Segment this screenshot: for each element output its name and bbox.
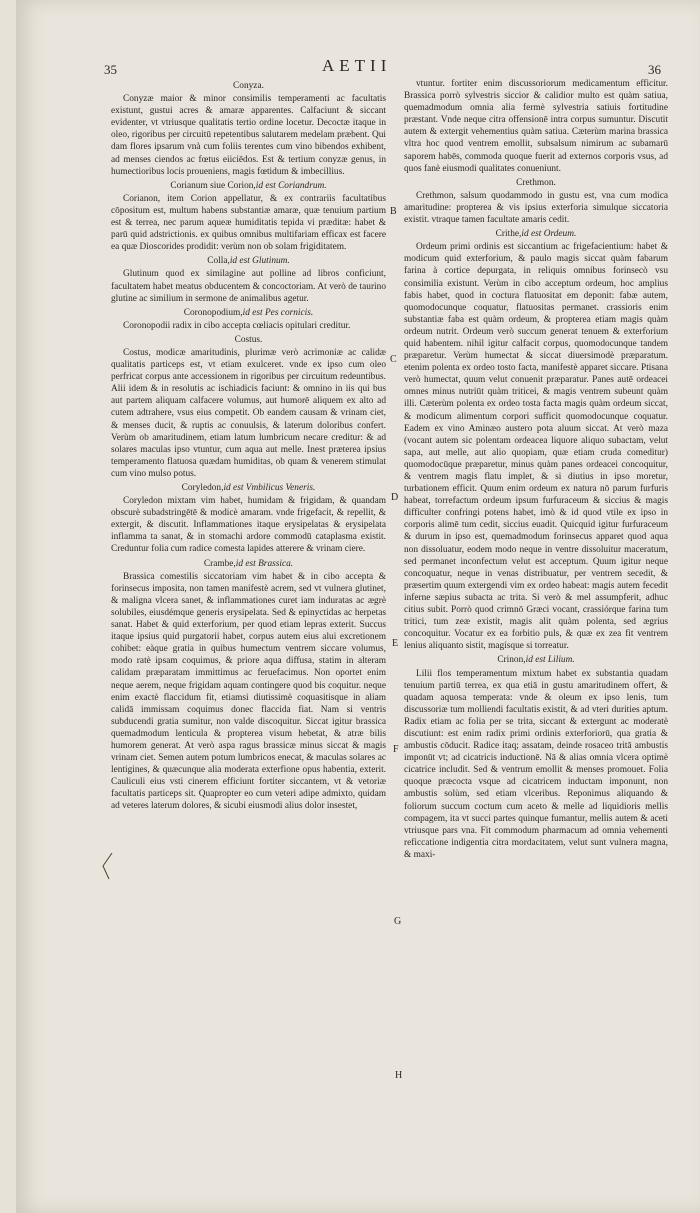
entry-heading (404, 228, 668, 240)
heading-word: Coryledon, (181, 483, 224, 493)
entry-heading (111, 334, 386, 346)
page-number-left: 35 (104, 62, 117, 77)
entry-paragraph: Costus, modicæ amaritudinis, plurimæ verò acrimoniæ ac calidæ qualitatis particeps est, vt etiam exulceret. vnde ex ipso cum oleo perfricat corpus ante accessionem in rigoribus per circuitum redeuntibus. Alii idem & in resolutis ac ischiadicis faciunt: & omnino in iis qui bus aut partem aliquam calfacere volumus, aut humorē aliquem ex alto ad cutem adtrahere, vsus eius competit. Ob eandem causam & vrinam ciet, & menses ducit, & ruptis ac conuulsis, & laterum doloribus confert. Verùm ob amaritudinem, etiam latum lumbricum necare creditur: & ad solares maculas ipso vtuntur, cum aqua aut melle. Inest præterea ipsius temperamento flatuosa quædam humiditas, ob quam & venerem stimulat cum vino mulso potus. (111, 347, 386, 479)
heading-gloss: id est Brassica. (235, 558, 294, 569)
margin-pen-stroke (100, 852, 114, 880)
entry-paragraph: Glutinum quod ex similagine aut polline ad libros conficiunt, facultatem habet meatus obducentem & concoctoriam. At verò de taurino glutine ac similium in sermone de animalibus agetur. (111, 269, 386, 304)
entry-paragraph: Conyzæ maior & minor consimilis temperamenti ac facultatis existunt, gustui acres & amaræ apparentes. Calfaciunt & siccant evidenter, vt vtriusque qualitatis tertio ordine locetur. Decoctæ itaque in oleo, rigoribus per circuitū repetentibus salutarem medelam præbent. Qui dam flores ipsarum vnà cum foliis terentes cum vino bibendos exhibent, ad menses ciendos ac fœtus eiiciēdos. Est & tertium conyzæ genus, in humectioribus locis proueniens, magis fœtidum & imbecillius. (111, 94, 386, 177)
entry-paragraph: Crethmon, salsum quodammodo in gustu est, vna cum modica amaritudine: propterea & vis ipsius exterforia simulque siccatoria existit. vtraque tamen facultate amaris cedit. (404, 190, 668, 226)
entry-paragraph: Corianon, item Corion appellatur, & ex contrariis facultatibus cōpositum est, multum habens substantiæ amaræ, quæ tenuium partium est & terrea, nec parum aqueæ humiditatis tepida vi præditæ: habet & parū quid adstrictionis. ex quibus omnibus multifariam efficax est facere ea quæ Dioscorides prodidit: verùm non ob solam frigiditatem. (111, 193, 386, 253)
entry-paragraph: Brassica comestilis siccatoriam vim habet & in cibo accepta & forinsecus imposita, non tamen manifestè acrem, sed vt vulnera glutinet, & maligna vlcera sanet, & inflammationes curet iam induratas ac ægrè solubiles, eiusdémque generis erysipelata. Sed & epinyctidas ac herpetas sanat. Habet & quid exterforium, per quod etiam lepras exterit. Succus itaque ipsius quid purgatorii habet, corpus autem eius alui excretionem cohibet: eàque gratia in quibus humectum ventrem siccare volumus, modo ratè ipsam coquimus, & priore aqua diffusa, statim in alteram calidam præparatam immittimus ac feruefacimus. Non oportet enim neque aerem, neque frigidam aquam contingere quod bis coquitur. neque enim exactè flaccidum fit, etiamsi diutissimè coquasitisque in aliam calidā immissam coquimus donec flaccida fiat. Nam si ventris subducendi gratia sumitur, non valde discoquitur. Siccat igitur brassica quemadmodum lenticula & propterea visum hebetat, & atræ bilis humorem generat. At verò aspa ragus brassicæ minus siccat & magis vrinam ciet. Semen autem potum lumbricos enecat, & maculas solares ac lentigines, & quæcunque alia moderata exterfione opus habentia, exterit. Cauliculi eius vsti cinerem efficiunt fortiter siccantem, vt & vetoriæ facultatis particeps sit. Quapropter eo cum veteri adipe admixto, quidam ad veteres laterum dolores, & sicubi eiusmodi alius dolor insestet, (111, 571, 386, 812)
entry-heading (111, 80, 386, 92)
entry-heading (404, 654, 668, 666)
heading-word: Colla, (207, 256, 230, 267)
entry-heading (111, 307, 386, 319)
margin-letter-c: C (390, 354, 397, 365)
right-text-column (404, 78, 668, 861)
entry-heading (111, 255, 386, 267)
margin-letter-f: F (393, 744, 399, 755)
entry-paragraph: Coronopodii radix in cibo accepta cœliacis opitulari creditur. (123, 320, 351, 331)
running-title: AETII (322, 56, 392, 75)
left-text-column (111, 78, 386, 813)
heading-word: Crithe, (495, 229, 522, 240)
margin-letter-h: H (395, 1070, 403, 1081)
entry-paragraph: Lilii flos temperamentum mixtum habet ex substantia quadam tenuium partiū terrea, ex qua etiā in gustu amaritudinem offert, & quadam aquosa temperata: vnde & oleum ex ipso lenis, tum discussoriæ tum molliendi facultatis existit, & ad vteri durities aptum. Radix etiam ac folia per se trita, siccant & extergunt ac moderatè discutiunt: est enim radix primi ordinis exterforiorū, qua gratia & ambustis cōducit. Radice itaq; assatam, deinde rosaceo tritā ambustis imponūt vt; ad cicatricis inductionē. Nā & alias omnia vlcera optimè cicatrice includit. Sed & ventrum emollit & menses promouet. Folia quoque præcocta vsque ad cicatricem inductam imponunt, non ambustis solùm, sed etiam vlceribus. Reponimus aliquando & foliorum succum coctum cum aceto & melle ad liquidioris mellis compagem, ita vt succi partes quinque fumantur, mellis autem & aceti vtriusque pars vna. Fit commodum pharmacum ad omnia vehementi reficcatione indigentia citra mordacitatem, velut sunt vulnera magna, & maxi- (404, 668, 668, 860)
heading-word: Conyza. (233, 81, 264, 91)
entry-heading (404, 177, 668, 189)
entry-heading (111, 482, 386, 494)
heading-gloss: id est Glutinum. (229, 256, 290, 267)
margin-letter-e: E (392, 638, 399, 649)
heading-gloss: id est Lilium. (525, 655, 575, 666)
heading-gloss: id est Vmbilicus Veneris. (223, 483, 316, 493)
heading-word: Coronopodium, (183, 307, 243, 318)
margin-letter-b: B (390, 206, 397, 217)
margin-letter-g: G (394, 916, 402, 927)
heading-gloss: id est Ordeum. (521, 229, 577, 240)
heading-word: Crinon, (497, 655, 526, 666)
entry-paragraph: Ordeum primi ordinis est siccantium ac frigefacientium: habet & modicum quid exterforium, & paulo magis siccat quàm fabarum farina à cortice depurgata, in reliquis omnibus forinsecò vsu consimilia existunt. Verùm in cibo acceptum ordeum, hoc amplius fabis habet, quod in coctura flatuositat em deponit: fabæ autem, quomodocunque coquatur, flatuositas permanet. crassioris enim substantiæ faba est quàm ordeum, & propterea etiam magis quàm ordeum nutrit. Ordeum verò succum generat tenuem & exterforium quid habentem. nihil igitur calfacit corpus, quomodocunque tandem præparetur. Verùm humectat & siccat diuersimodè præparatum. etenim polenta ex ordeo tosto facta, manifestè apparet siccare. Ptisana verò humectat, quum velut conuenit præparatur. Panes autē ordeacei omnes minus nutriūt quàm triticei, & magis ventrem subeunt quàm illi. Cæterùm polenta ex ordeo tosta facta magis quàm ordeum siccat, & modicum alimentum corpori sufficit quomodocunque coquatur. Eadem ex vino Aminæo austero pota aluum siccat. At verò maza (vocant autem sic polentam ordeacea liquore aliquo subactam, velut sapa, aut melle, aut alio quopiam, quæ etiam cruda comeditur) quomodocūque præparetur, minus quàm panes ordeacei concoquitur, & ventrem magis flatu implet, & si diutius in ipso moretur, turbationem efficit. Quum enim ordeum ex natura nō parum furfuris habeat, torrefactum ordeum ipsum furfuraceum & siccius & magis difficulter confringi potens habet, imò & id quod vtile ex ipso in corporis alimē tum cedit, siccius euadit. Quicquid igitur furfuraceum & durum in ipso est, quemadmodum forinsecus apparet quod aqua non dissoluatur, eodem modo neque in ventre dissoluitur maceratum, sed permanet inconfectum velut est acceptum. Quum igitur neque concoquatur, neque in venas distribuatur, per ventrem secedit, & præsertim quum extergendi vim ex ordeo habeat: magis autem fecedit inferne sæpius subacta ac trita. Si verò & mel assumpferit, adhuc citius subit. Porrò quod crimnō Græci vocant, crassiórque farina tum tritici, tum zeæ existit, magis alit quàm polenta, sed ægrius concoquitur. Vocatur ex ea forbitio puls, & quæ ex zea fit ventrem lenius aliquanto sistit, magísque si torreatur. (404, 242, 668, 652)
entry-heading (111, 558, 386, 570)
heading-word: Costus. (234, 334, 263, 345)
heading-word: Crethmon. (516, 177, 556, 188)
heading-word: Corianum siue Corion, (170, 180, 256, 191)
entry-heading (111, 180, 386, 192)
entry-paragraph: Coryledon mixtam vim habet, humidam & frigidam, & quandam obscurè subadstringētē & modicè amaram. vnde frigefacit, & repellit, & extergit, & discutit. Inflammationes itaque erysipelatas & erysipelata inflamma ta sanat, & in stomachi ardore commodū cataplasma existit. Creduntur folia cum radice comesta lapides atterere & vrinam ciere. (111, 496, 386, 555)
heading-word: Crambe, (203, 558, 236, 569)
entry-paragraph: vtuntur. fortiter enim discussoriorum medicamentum efficitur. Brassica porrò sylvestris siccior & calidior multo est quàm satiua, quemadmodum omnia alia fermè sylvestria satiuis fortitudine præstant. Vnde neque citra offensionē intra corpus sumuntur. Discutit autem & extergit vehementius quàm satiua. Cæterùm marina brassica vltra hoc quod ventrem emollit, subsalsum nimirum ac subamarū saporem habēs, commoda quoque fuerit ad externos corporis vsus, ad quos fanè eiusmodi qualitates conueniunt. (404, 79, 668, 174)
heading-gloss: id est Pes cornicis. (242, 307, 314, 318)
page-number-right: 36 (648, 62, 661, 77)
margin-letter-d: D (391, 492, 399, 503)
heading-gloss: id est Coriandrum. (255, 180, 327, 191)
